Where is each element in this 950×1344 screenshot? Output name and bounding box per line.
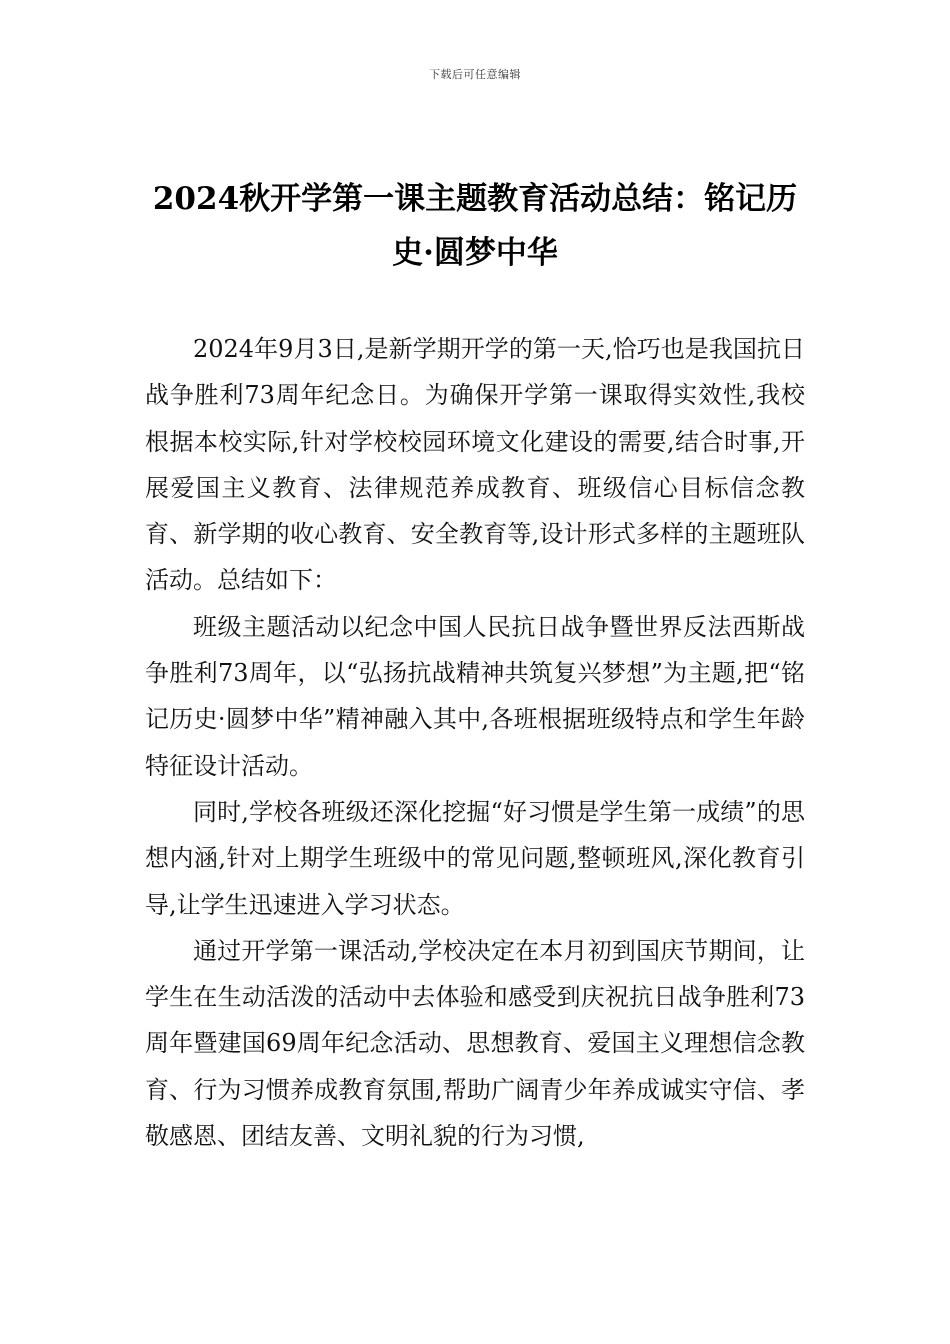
paragraph-4: 通过开学第一课活动,学校决定在本月初到国庆节期间，让学生在生动活泼的活动中去体验和感受到庆祝抗日战争胜利73周年暨建国69周年纪念活动、思想教育、爱国主义理想信念教育、行为习惯养成教育氛围,帮助广阔青少年养成诚实守信、孝敬感恩、团结友善、文明礼貌的行为习惯, — [145, 936, 805, 1151]
paragraph-2: 班级主题活动以纪念中国人民抗日战争暨世界反法西斯战争胜利73周年，以“弘扬抗战精神共筑复兴梦想”为主题,把“铭记历史·圆梦中华”精神融入其中,各班根据班级特点和学生年龄特征设计活动。 — [145, 612, 805, 780]
header-note: 下载后可任意编辑 — [429, 68, 521, 81]
document-body — [145, 326, 805, 1159]
paragraph-3: 同时,学校各班级还深化挖掘“好习惯是学生第一成绩”的思想内涵,针对上期学生班级中的常见问题,整顿班风,深化教育引导,让学生迅速进入学习状态。 — [145, 797, 805, 919]
document-title: 2024秋开学第一课主题教育活动总结：铭记历史·圆梦中华 — [152, 181, 798, 271]
paragraph-1: 2024年9月3日,是新学期开学的第一天,恰巧也是我国抗日战争胜利73周年纪念日。为确保开学第一课取得实效性,我校根据本校实际,针对学校校园环境文化建设的需要,结合时事,开展爱国主义教育、法律规范养成教育、班级信心目标信念教育、新学期的收心教育、安全教育等,设计形式多样的主题班队活动。总结如下： — [145, 335, 805, 595]
